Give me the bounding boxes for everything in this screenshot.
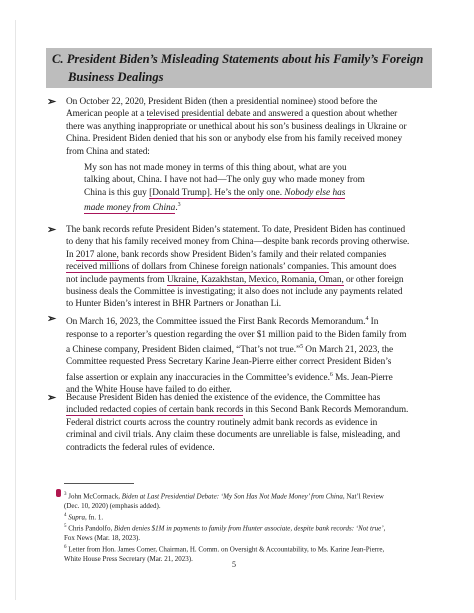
- text-line: there was anything inappropriate or unethical about his son’s business dealings in Ukraine or: [66, 121, 407, 132]
- text-line: a Chinese company, President Biden claimed, “That’s not true.”$^5$ On March 21, 2023, the: [66, 343, 394, 355]
- text-line: Committee requested Press Secretary Karine Jean-Pierre either correct President Biden’s: [66, 357, 392, 368]
- text-line: false assertion or explain any inaccuracies in the Committee’s evidence.$^6$ Ms. Jean-Pierre: [66, 371, 393, 383]
- text-line: received millions of dollars from Chinese foreign nationals’ companies. This amount does: [66, 262, 397, 273]
- text-line: Because President Biden has denied the existence of the evidence, the Committee has: [66, 393, 381, 403]
- ink-mark: [56, 489, 61, 497]
- text-line: to deny that his family received money from China—despite bank records proving otherwise.: [66, 237, 410, 248]
- bullet-arrow-icon: ➢: [47, 224, 57, 236]
- footnote-3: $^3$ John McCormack, Biden at Last Presidential Debate: ‘My Son Has Not Made Money’ from China, Nat’l Review: [64, 492, 384, 501]
- quote-line: talking about, China. I have not had—The only guy who made money from: [84, 175, 365, 186]
- footnotes: [64, 490, 444, 564]
- footnote-3-cont: (Dec. 10, 2020) (emphasis added).: [64, 501, 161, 510]
- highlight-underline: televised presidential debate and answered: [146, 109, 303, 120]
- highlight-underline: made money from China: [84, 203, 176, 214]
- quote-line: China is this guy [Donald Trump]. He’s the only one. Nobody else has: [84, 187, 346, 198]
- quote-line: made money from China.$^3$: [84, 202, 181, 214]
- text-line: On October 22, 2020, President Biden (then a presidential nominee) stood before the: [66, 97, 378, 107]
- highlight-underline: Ukraine, Kazakhstan, Mexico, Romania, Oman,: [166, 274, 344, 285]
- highlight-underline: received millions of dollars from Chinese foreign nationals’ companies.: [66, 262, 329, 273]
- footnote-5-cont: Fox News (Mar. 18, 2023).: [64, 533, 141, 542]
- text-line: not include payments from Ukraine, Kazakhstan, Mexico, Romania, Oman, or other foreign: [66, 274, 404, 285]
- section-heading-line1: C. President Biden’s Misleading Statements about his Family’s Foreign: [52, 52, 424, 66]
- paragraph-first-memo: [66, 313, 436, 397]
- block-quote: [84, 162, 424, 215]
- footnote-ref: 3: [177, 202, 181, 209]
- highlight-underline: included redacted copies of certain bank records: [66, 405, 244, 416]
- section-heading: [46, 48, 432, 88]
- bullet-arrow-icon: ➢: [47, 392, 57, 404]
- footnote-6: $^6$ Letter from Hon. James Comer, Chairman, H. Comm. on Oversight & Accountability, to Ms. Karine Jean-Pierre,: [64, 545, 385, 554]
- text-line: American people at a televised presidential debate and answered a question about whether: [66, 109, 398, 120]
- text-line: In 2017 alone, bank records show President Biden’s family and their related companies: [66, 249, 387, 260]
- text-line: and the White House have failed to do either.: [66, 385, 232, 396]
- footnote-6-cont: White House Press Secretary (Mar. 21, 2023).: [64, 554, 193, 563]
- text-line: China. President Biden denied that his son or anybody else from his family received money: [66, 134, 403, 145]
- text-line: The bank records refute President Biden’s statement. To date, President Biden has continued: [66, 225, 406, 235]
- paragraph-bank-records: [66, 224, 436, 311]
- text-line: criminal and civil trials. Any claim these documents are unreliable is false, misleading, and: [66, 430, 401, 441]
- footnote-divider: [64, 483, 134, 484]
- scan-edge-line: [15, 20, 16, 600]
- bullet-arrow-icon: ➢: [47, 96, 57, 108]
- text-line: business deals the Committee is investigating; it also does not include any payments related: [66, 287, 403, 298]
- text-line: response to a reporter’s question regarding the over $1 million paid to the Biden family from: [66, 329, 407, 340]
- page-number: 5: [232, 560, 236, 569]
- paragraph-evidence: [66, 392, 436, 454]
- footnote-5: $^5$ Chris Pandolfo, Biden denies $1M in payments to family from Hunter associate, despite bank records: ‘Not true’,: [64, 524, 386, 533]
- text-line: included redacted copies of certain bank records in this Second Bank Records Memorandum.: [66, 405, 409, 416]
- highlight-underline: 2017 alone,: [75, 249, 119, 260]
- text-line: On March 16, 2023, the Committee issued the First Bank Records Memorandum.$^4$ In: [66, 316, 379, 328]
- bullet-arrow-icon: ➢: [47, 313, 57, 325]
- text-line: contradicts the federal rules of evidence.: [66, 442, 215, 453]
- text-line: to Hunter Biden’s interest in BHR Partners or Jonathan Li.: [66, 299, 282, 310]
- quote-line: My son has not made money in terms of this thing about, what are you: [84, 163, 347, 173]
- footnote-4: $^4$ Supra, fn. 1.: [64, 512, 104, 522]
- footnote-ref: 6: [329, 371, 333, 378]
- text-line: from China and stated:: [66, 146, 150, 157]
- section-heading-line2: Business Dealings: [68, 70, 164, 84]
- highlight-underline: [Donald Trump]. He’s the only one. Nobody else has: [149, 187, 346, 198]
- footnote-ref: 5: [300, 343, 304, 350]
- paragraph-debate: [66, 96, 436, 158]
- footnote-ref: 4: [365, 316, 369, 322]
- text-line: Federal district courts across the country routinely admit bank records as evidence in: [66, 417, 378, 428]
